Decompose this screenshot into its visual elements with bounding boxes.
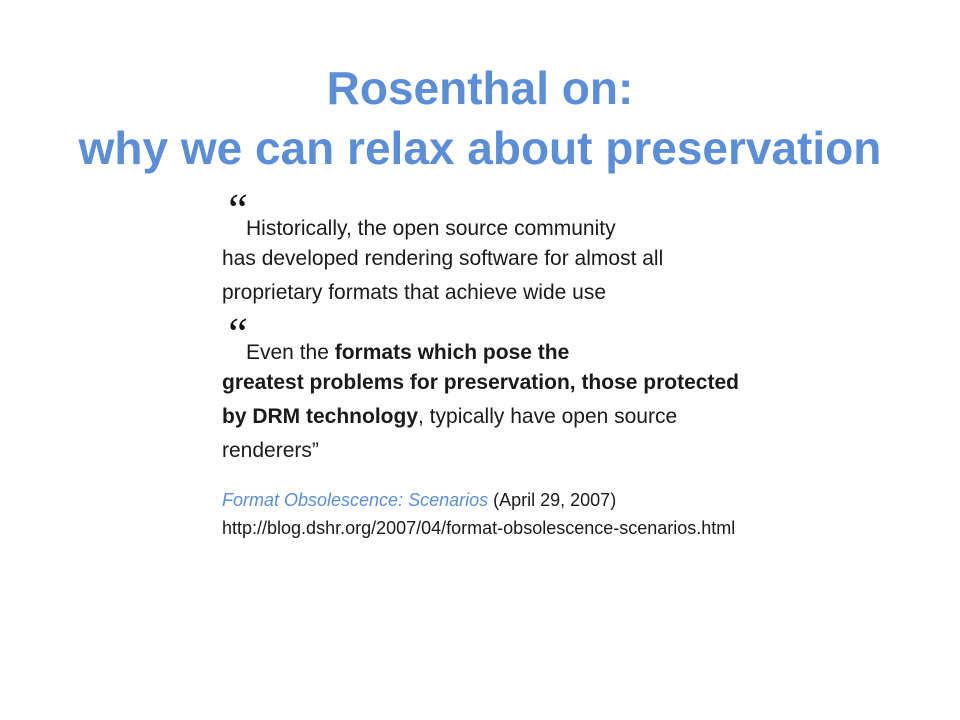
quote-2-rest-bold: greatest problems for preservation, those protected by DRM technology (222, 371, 739, 428)
quote-2-first-bold: formats which pose the (334, 341, 570, 364)
quote-2-first-text (246, 336, 569, 370)
quote-1-first-line (222, 185, 752, 242)
source-date: (April 29, 2007) (488, 490, 617, 510)
source-citation (222, 486, 752, 542)
quote-1 (222, 185, 752, 310)
quote-2-rest-plain: , typically have open source renderers” (222, 405, 678, 462)
quote-2-rest (222, 366, 752, 468)
quote-mark-icon: “ (224, 309, 249, 358)
quote-2-first-plain: Even the (246, 341, 335, 364)
quote-1-first-text: Historically, the open source community (246, 217, 616, 240)
quote-mark-icon: “ (224, 185, 249, 234)
quote-body (222, 185, 752, 542)
quote-2 (222, 309, 752, 468)
source-ref-title: Format Obsolescence: Scenarios (222, 490, 489, 510)
slide-title-line-2: why we can relax about preservation (78, 122, 882, 174)
quote-2-first-line (222, 309, 752, 366)
source-url: http://blog.dshr.org/2007/04/format-obsolescence-scenarios.html (222, 518, 736, 538)
quote-1-rest-text: has developed rendering software for almost all proprietary formats that achieve wide use (222, 247, 664, 304)
slide-title (0, 58, 960, 178)
slide-title-line-1: Rosenthal on: (326, 62, 634, 114)
